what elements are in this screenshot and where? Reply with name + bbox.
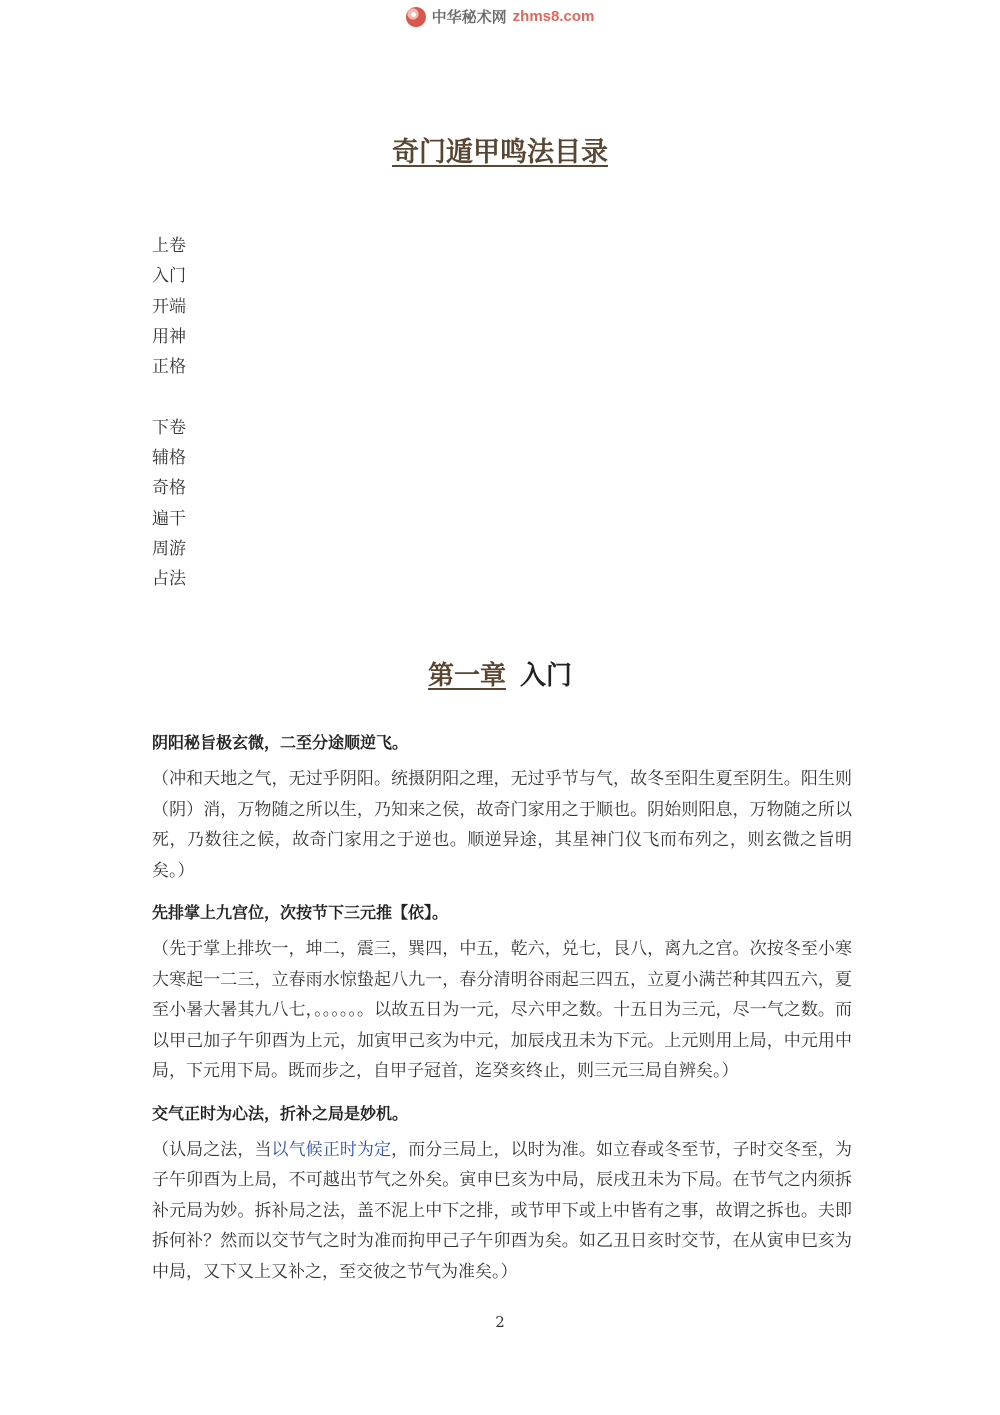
toc-spacer — [152, 382, 186, 412]
toc-item: 正格 — [152, 357, 186, 378]
highlighted-text: 以气候正时为定 — [271, 1139, 392, 1160]
verse-line: 交气正时为心法，折补之局是妙机。 — [152, 1103, 409, 1123]
toc-volume-lower: 下卷 — [152, 417, 186, 438]
chapter-title: 入门 — [520, 661, 573, 691]
toc-item: 入门 — [152, 266, 186, 287]
taiji-logo-icon — [406, 7, 426, 27]
site-logo[interactable] — [406, 6, 595, 27]
site-header — [0, 6, 1000, 32]
toc-volume-upper: 上卷 — [152, 236, 186, 256]
toc-item: 奇格 — [152, 478, 186, 499]
commentary-text: ，而分三局上，以时为准。如立春或冬至节，子时交冬至，为子午卯酉为上局，不可越出节气之外矣。寅申巳亥为中局，辰戌丑未为下局。在节气之内须拆补元局为妙。拆补局之法，盖不泥上中下之排，或节甲下或上中皆有之事，故谓之拆也。夫即拆何补？然而以交节气之时为准而拘甲己子午卯酉为矣。如乙丑日亥时交节，在从寅申巳亥为中局，又下又上又补之，至交彼之节气为准矣。） — [152, 1139, 853, 1282]
commentary-text: （认局之法，当 — [152, 1139, 272, 1160]
site-name: 中华秘术网 — [431, 9, 507, 26]
commentary-paragraph — [152, 1135, 852, 1288]
commentary-paragraph: （冲和天地之气，无过乎阴阳。统摄阴阳之理，无过乎节与气，故冬至阳生夏至阴生。阳生则（阴）消，万物随之所以生，乃知来之侯，故奇门家用之于顺也。阴始则阳息，万物随之所以死，乃数往之候，故奇门家用之于逆也。顺逆异途，其星神门仪飞而布列之，则玄微之旨明矣。） — [152, 769, 852, 881]
chapter-heading — [0, 655, 1000, 692]
verse-line: 先排掌上九宫位，次按节下三元推【依】。 — [152, 903, 449, 922]
toc-item: 周游 — [152, 538, 186, 559]
chapter-content — [152, 728, 852, 1299]
site-domain: zhms8.com — [512, 8, 595, 25]
toc-item: 辅格 — [152, 448, 186, 469]
toc-item: 开端 — [152, 296, 186, 317]
toc-item: 占法 — [152, 569, 186, 590]
chapter-number: 第一章 — [427, 661, 506, 691]
table-of-contents — [152, 231, 186, 595]
page-number: 2 — [495, 1313, 505, 1331]
toc-item: 用神 — [152, 326, 186, 347]
verse-line: 阴阳秘旨极玄微，二至分途顺逆飞。 — [152, 733, 409, 752]
toc-item: 遍干 — [152, 508, 186, 529]
toc-title: 奇门遁甲鸣法目录 — [392, 137, 608, 168]
commentary-paragraph: （先于掌上排坎一，坤二，震三，巽四，中五，乾六，兑七，艮八，离九之宫。次按冬至小寒大寒起一二三，立春雨水惊蛰起八九一，春分清明谷雨起三四五，立夏小满芒种其四五六，夏至小暑大暑其九八七，。。。。。。以故五日为一元，尽六甲之数。十五日为三元，尽一气之数。而以甲己加子午卯酉为上元，加寅甲己亥为中元，加辰戌丑未为下元。上元则用上局，中元用中局，下元用下局。既而步之，自甲子冠首，迄癸亥终止，则三元三局自辨矣。） — [152, 939, 852, 1081]
